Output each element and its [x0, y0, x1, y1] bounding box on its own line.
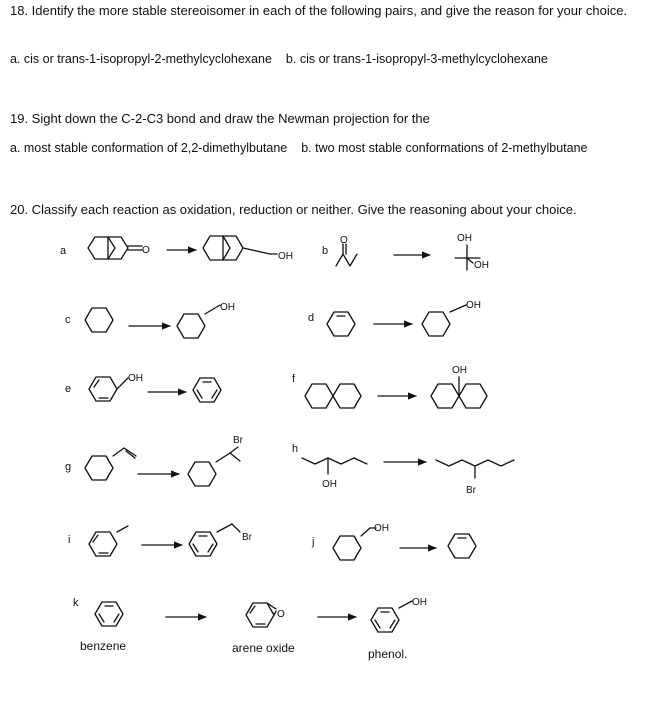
carbonyl-oxygen: O — [142, 245, 150, 256]
question-20: 20. Classify each reaction as oxidation, reduction or neither. Give the reasoning about your choice. — [10, 202, 577, 217]
decalin — [305, 384, 361, 408]
bromide-chain — [436, 460, 514, 496]
question-19: 19. Sight down the C-2-C3 bond and draw the Newman projection for the — [10, 111, 430, 126]
reaction-label-e: e — [65, 383, 72, 395]
cyclohexane — [85, 308, 113, 332]
hydroxyethyl-cyclohexane — [333, 523, 389, 560]
cyclohexene — [327, 312, 355, 336]
bromine-h: Br — [466, 485, 476, 496]
chain-hydroxyl: OH — [322, 479, 337, 490]
tertiary-alcohol — [455, 233, 489, 271]
phenol-hydroxyl: OH — [412, 597, 427, 608]
cyclohexenol-hydroxyl: OH — [466, 300, 481, 311]
phenol-caption: phenol. — [368, 647, 408, 661]
allyl-cyclohexane — [85, 448, 136, 480]
question-19-option-a: a. most stable conformation of 2,2-dimethylbutane — [10, 141, 288, 155]
methyl-cyclohexadiene — [89, 526, 128, 556]
arene-oxide-structure — [246, 603, 285, 627]
arene-oxide-caption: arene oxide — [232, 641, 295, 655]
reaction-label-i: i — [68, 534, 71, 546]
bicyclic-ketone — [88, 237, 150, 259]
ketone-oxygen: O — [340, 235, 348, 246]
question-18: 18. Identify the more stable stereoisomer in each of the following pairs, and give the reason for your choice. — [10, 3, 628, 18]
reaction-label-h: h — [292, 443, 299, 455]
benzene-ring-e — [193, 378, 221, 402]
reaction-label-a: a — [60, 245, 67, 257]
hydroxyethyl-hydroxyl: OH — [374, 523, 389, 534]
hydroxyl-group: OH — [278, 251, 293, 262]
reaction-label-b: b — [322, 245, 329, 257]
bicyclic-alcohol — [203, 236, 293, 262]
alcohol-chain — [302, 458, 367, 490]
tertiary-hydroxyl-side: OH — [474, 260, 489, 271]
reaction-label-j: j — [312, 536, 315, 548]
ketone-b — [336, 235, 357, 266]
epoxide-oxygen: O — [277, 609, 285, 620]
question-19-option-b: b. two most stable conformations of 2-methylbutane — [301, 141, 588, 155]
question-18-option-b: b. cis or trans-1-isopropyl-3-methylcyclohexane — [285, 52, 548, 66]
question-18-option-a: a. cis or trans-1-isopropyl-2-methylcyclohexane — [10, 52, 272, 66]
reaction-label-g: g — [65, 461, 72, 473]
bromomethyl-benzene — [189, 524, 253, 556]
cyclohexanol-hydroxyl: OH — [220, 302, 235, 313]
cyclohexadienol — [89, 373, 143, 401]
decalol-hydroxyl: OH — [452, 365, 467, 376]
reaction-label-d: d — [308, 312, 315, 324]
reaction-label-c: c — [65, 314, 71, 326]
cyclohexanol — [177, 302, 235, 338]
reaction-label-k: k — [73, 597, 79, 609]
benzene-k — [95, 602, 123, 626]
tertiary-hydroxyl-top: OH — [457, 233, 472, 244]
bromoalkyl-cyclohexane — [188, 435, 244, 486]
bromine-g: Br — [233, 435, 243, 446]
cyclohexenol — [422, 300, 481, 336]
reaction-label-f: f — [292, 373, 296, 385]
dienol-hydroxyl: OH — [128, 373, 143, 384]
benzene-caption: benzene — [80, 639, 127, 653]
decalol — [431, 365, 487, 408]
phenol-structure — [371, 597, 427, 632]
cyclohexene-j — [448, 534, 476, 558]
bromine-i: Br — [242, 532, 252, 543]
